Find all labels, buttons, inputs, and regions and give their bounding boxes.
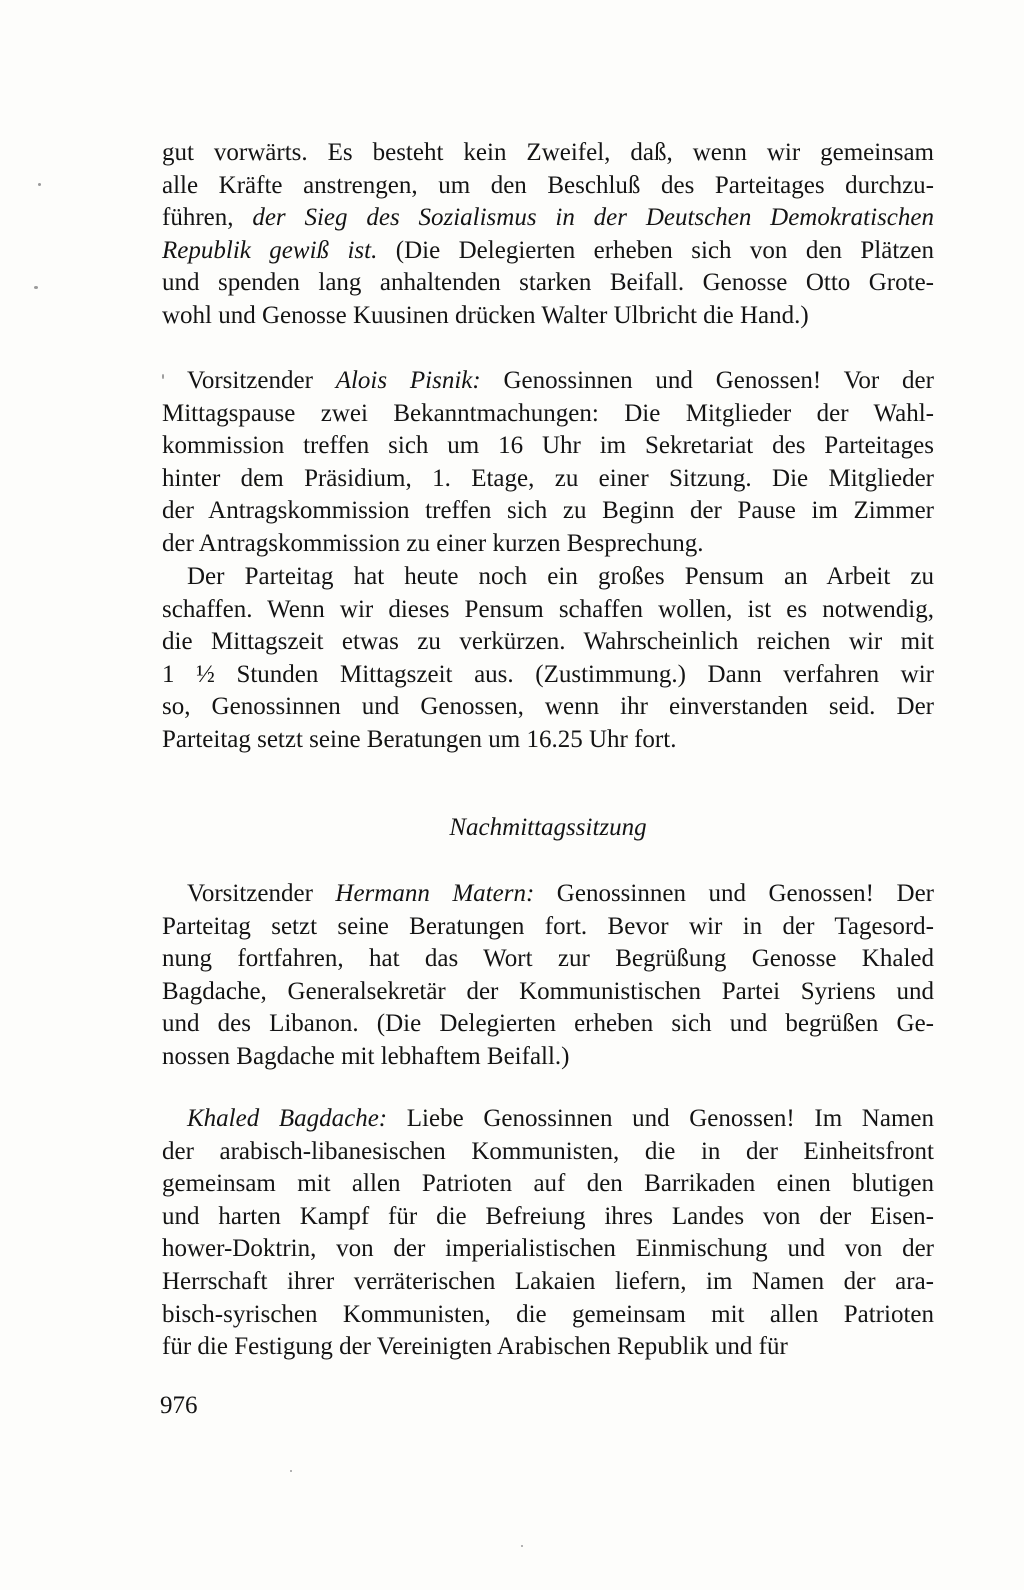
paragraph-pisnik [162,365,934,561]
scan-speck [162,374,164,379]
text-line: Mittagspause zwei Bekanntmachungen: Die Mitglieder der Wahl- [162,399,934,427]
text-line: nossen Bagdache mit lebhaftem Beifall.) [162,1042,570,1070]
text-line: hower-Doktrin, von der imperialistischen Einmischung und von der [162,1235,934,1263]
page-number: 976 [160,1392,198,1419]
text-line: Der Parteitag hat heute noch ein großes Pensum an Arbeit zu [187,563,934,590]
text-line: Parteitag setzt seine Beratungen um 16.25 Uhr fort. [162,725,677,753]
paragraph-matern [162,878,934,1074]
text-line: Herrschaft ihrer verräterischen Lakaien liefern, im Namen der ara- [162,1267,934,1295]
text-run: Genossinnen und Genossen! Vor der [480,367,934,394]
text-line: nung fortfahren, hat das Wort zur Begrüßung Genosse Khaled [162,945,934,973]
paragraph-speech-end [162,137,934,333]
text-run: Vorsitzender [187,880,336,907]
text-line: wohl und Genosse Kuusinen drücken Walter Ulbricht die Hand.) [162,301,809,329]
text-line [162,202,934,235]
text-line: und des Libanon. (Die Delegierten erheben sich und begrüßen Ge- [162,1010,934,1038]
text-line: Parteitag setzt seine Beratungen fort. Bevor wir in der Tagesord- [162,912,934,940]
italic-name: Hermann Matern: [335,880,535,907]
text-line: Bagdache, Generalsekretär der Kommunistischen Partei Syriens und [162,977,934,1005]
italic-name: Alois Pisnik: [335,367,481,394]
text-line: gut vorwärts. Es besteht kein Zweifel, daß, wenn wir gemeinsam [162,139,934,166]
scan-speck [521,1545,523,1547]
scan-speck [290,1470,292,1472]
text-line: und spenden lang anhaltenden starken Beifall. Genosse Otto Grote- [162,269,934,297]
text-line: für die Festigung der Vereinigten Arabischen Republik und für [162,1333,788,1361]
text-line: die Mittagszeit etwas zu verkürzen. Wahrscheinlich reichen wir mit [162,628,934,656]
paragraph-bagdache [162,1103,934,1364]
section-heading: Nachmittagssitzung [449,814,647,841]
text-run: führen, [162,204,253,232]
text-line: und harten Kampf für die Befreiung ihres Landes von der Eisen- [162,1202,934,1230]
text-line: der arabisch-libanesischen Kommunisten, die in der Einheitsfront [162,1137,934,1165]
text-run: Genossinnen und Genossen! Der [534,880,934,907]
text-line: bisch-syrischen Kommunisten, die gemeinsam mit allen Patrioten [162,1300,934,1328]
text-run: Liebe Genossinnen und Genossen! Im Namen [387,1105,934,1132]
italic-name: Republik gewiß ist. [162,236,378,264]
italic-name: Khaled Bagdache: [187,1105,388,1132]
text-line [162,235,934,268]
text-line [162,365,934,398]
text-line: der Antragskommission treffen sich zu Beginn der Pause im Zimmer [162,497,934,525]
text-line: gemeinsam mit allen Patrioten auf den Barrikaden einen blutigen [162,1170,934,1198]
text-line [162,1103,934,1136]
scan-speck [34,286,38,289]
text-line: der Antragskommission zu einer kurzen Besprechung. [162,529,704,557]
text-run: Vorsitzender [187,367,336,394]
italic-name: der Sieg des Sozialismus in der Deutschen Demokratischen [252,204,934,232]
paragraph-parteitag-pensum [162,561,934,757]
text-line [162,878,934,911]
scan-speck [38,183,41,186]
text-line: hinter dem Präsidium, 1. Etage, zu einer Sitzung. Die Mitglieder [162,464,934,492]
text-line: alle Kräfte anstrengen, um den Beschluß des Parteitages durchzu- [162,171,934,199]
text-line: kommission treffen sich um 16 Uhr im Sekretariat des Parteitages [162,432,934,460]
text-run: (Die Delegierten erheben sich von den Plätzen [377,236,934,264]
text-line: so, Genossinnen und Genossen, wenn ihr einverstanden seid. Der [162,693,934,721]
text-line: 1 ½ Stunden Mittagszeit aus. (Zustimmung.) Dann verfahren wir [162,660,934,688]
text-line: schaffen. Wenn wir dieses Pensum schaffen wollen, ist es notwendig, [162,595,934,623]
